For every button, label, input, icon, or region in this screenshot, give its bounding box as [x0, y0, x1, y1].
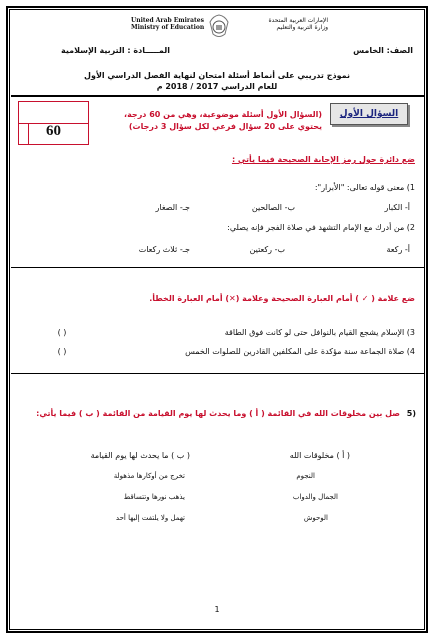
q3-answer-blank[interactable]: ( ) [57, 328, 67, 337]
q2-option-b: ب- ركعتين [249, 245, 285, 254]
q4-statement: 4) صلاة الجماعة سنة مؤكدة على المكلفين القادرين للصلوات الخمس [185, 347, 415, 356]
q1-option-b: ب- الصالحين [251, 203, 295, 212]
q1-option-c: جـ- الصغار [155, 203, 190, 212]
list-b-header: ( ب ) ما يحدث لها يوم القيامة [90, 451, 190, 460]
q4-answer-blank[interactable]: ( ) [57, 347, 67, 356]
ministry-name-ar: الإمارات العربية المتحدة وزارة التربية والتعليم [268, 17, 328, 31]
list-a-header: ( أ ) مخلوقات الله [289, 451, 350, 460]
list-b-item-1: تخرج من أوكارها مذهولة [113, 472, 185, 480]
page-number: 1 [214, 605, 220, 614]
section-one-intro-line1: (السؤال الأول أسئلة موضوعية، وهي من 60 درجة، [124, 110, 322, 119]
section-one-intro-line2: يحتوي على 20 سؤال فرعي لكل سؤال 3 درجات) [128, 122, 322, 131]
grade-label: الصف: الخامس [353, 46, 413, 55]
ministry-name-en: United Arab Emirates Ministry of Education [131, 17, 205, 31]
q1-stem: 1) معنى قوله تعالى: "الأبرار": [314, 183, 415, 192]
section-divider-1 [11, 267, 425, 268]
section-three-instruction: صل بين مخلوقات الله في القائمة ( أ ) وما يحدث لها يوم القيامة من القائمة ( ب ) فيما يأتي: [36, 409, 400, 418]
q1-option-a: أ- الكبار [384, 203, 410, 212]
section-one-tab: السؤال الأول [330, 103, 408, 125]
q2-option-c: جـ- ثلاث ركعات [138, 245, 190, 254]
q5-number: 5) [406, 409, 416, 418]
uae-emblem-icon [207, 12, 231, 40]
academic-year: للعام الدراسي 2017 / 2018 م [156, 82, 278, 91]
q2-option-a: أ- ركعة [386, 245, 410, 254]
q3-statement: 3) الإسلام يشجع القيام بالنوافل حتى لو كانت فوق الطاقة [224, 328, 415, 337]
section-one-instruction: ضع دائرة حول رمز الإجابة الصحيحة فيما يأتي : [231, 155, 415, 164]
list-b-item-2: يذهب نورها وتتساقط [123, 493, 185, 501]
list-a-item-3: الوحوش [303, 514, 328, 522]
q2-stem: 2) من أدرك مع الإمام التشهد في صلاة الفجر فإنه يصلي: [227, 223, 415, 232]
list-a-item-1: النجوم [296, 472, 315, 480]
subject-label: المـــــادة : التربية الإسلامية [61, 46, 170, 55]
section-two-instruction: ضع علامة ( ✓ ) أمام العبارة الصحيحة وعلامة (✕) أمام العبارة الخطأ. [149, 294, 415, 303]
header-divider [11, 95, 425, 97]
list-b-item-3: تهمل ولا يلتفت إليها أحد [115, 514, 185, 522]
section-divider-2 [11, 373, 425, 374]
score-value: 60 [46, 123, 61, 139]
exam-title: نموذج تدريبي على أنماط أسئلة امتحان لنهاية الفصل الدراسي الأول [84, 71, 350, 80]
list-a-item-2: الجمال والدواب [292, 493, 338, 501]
